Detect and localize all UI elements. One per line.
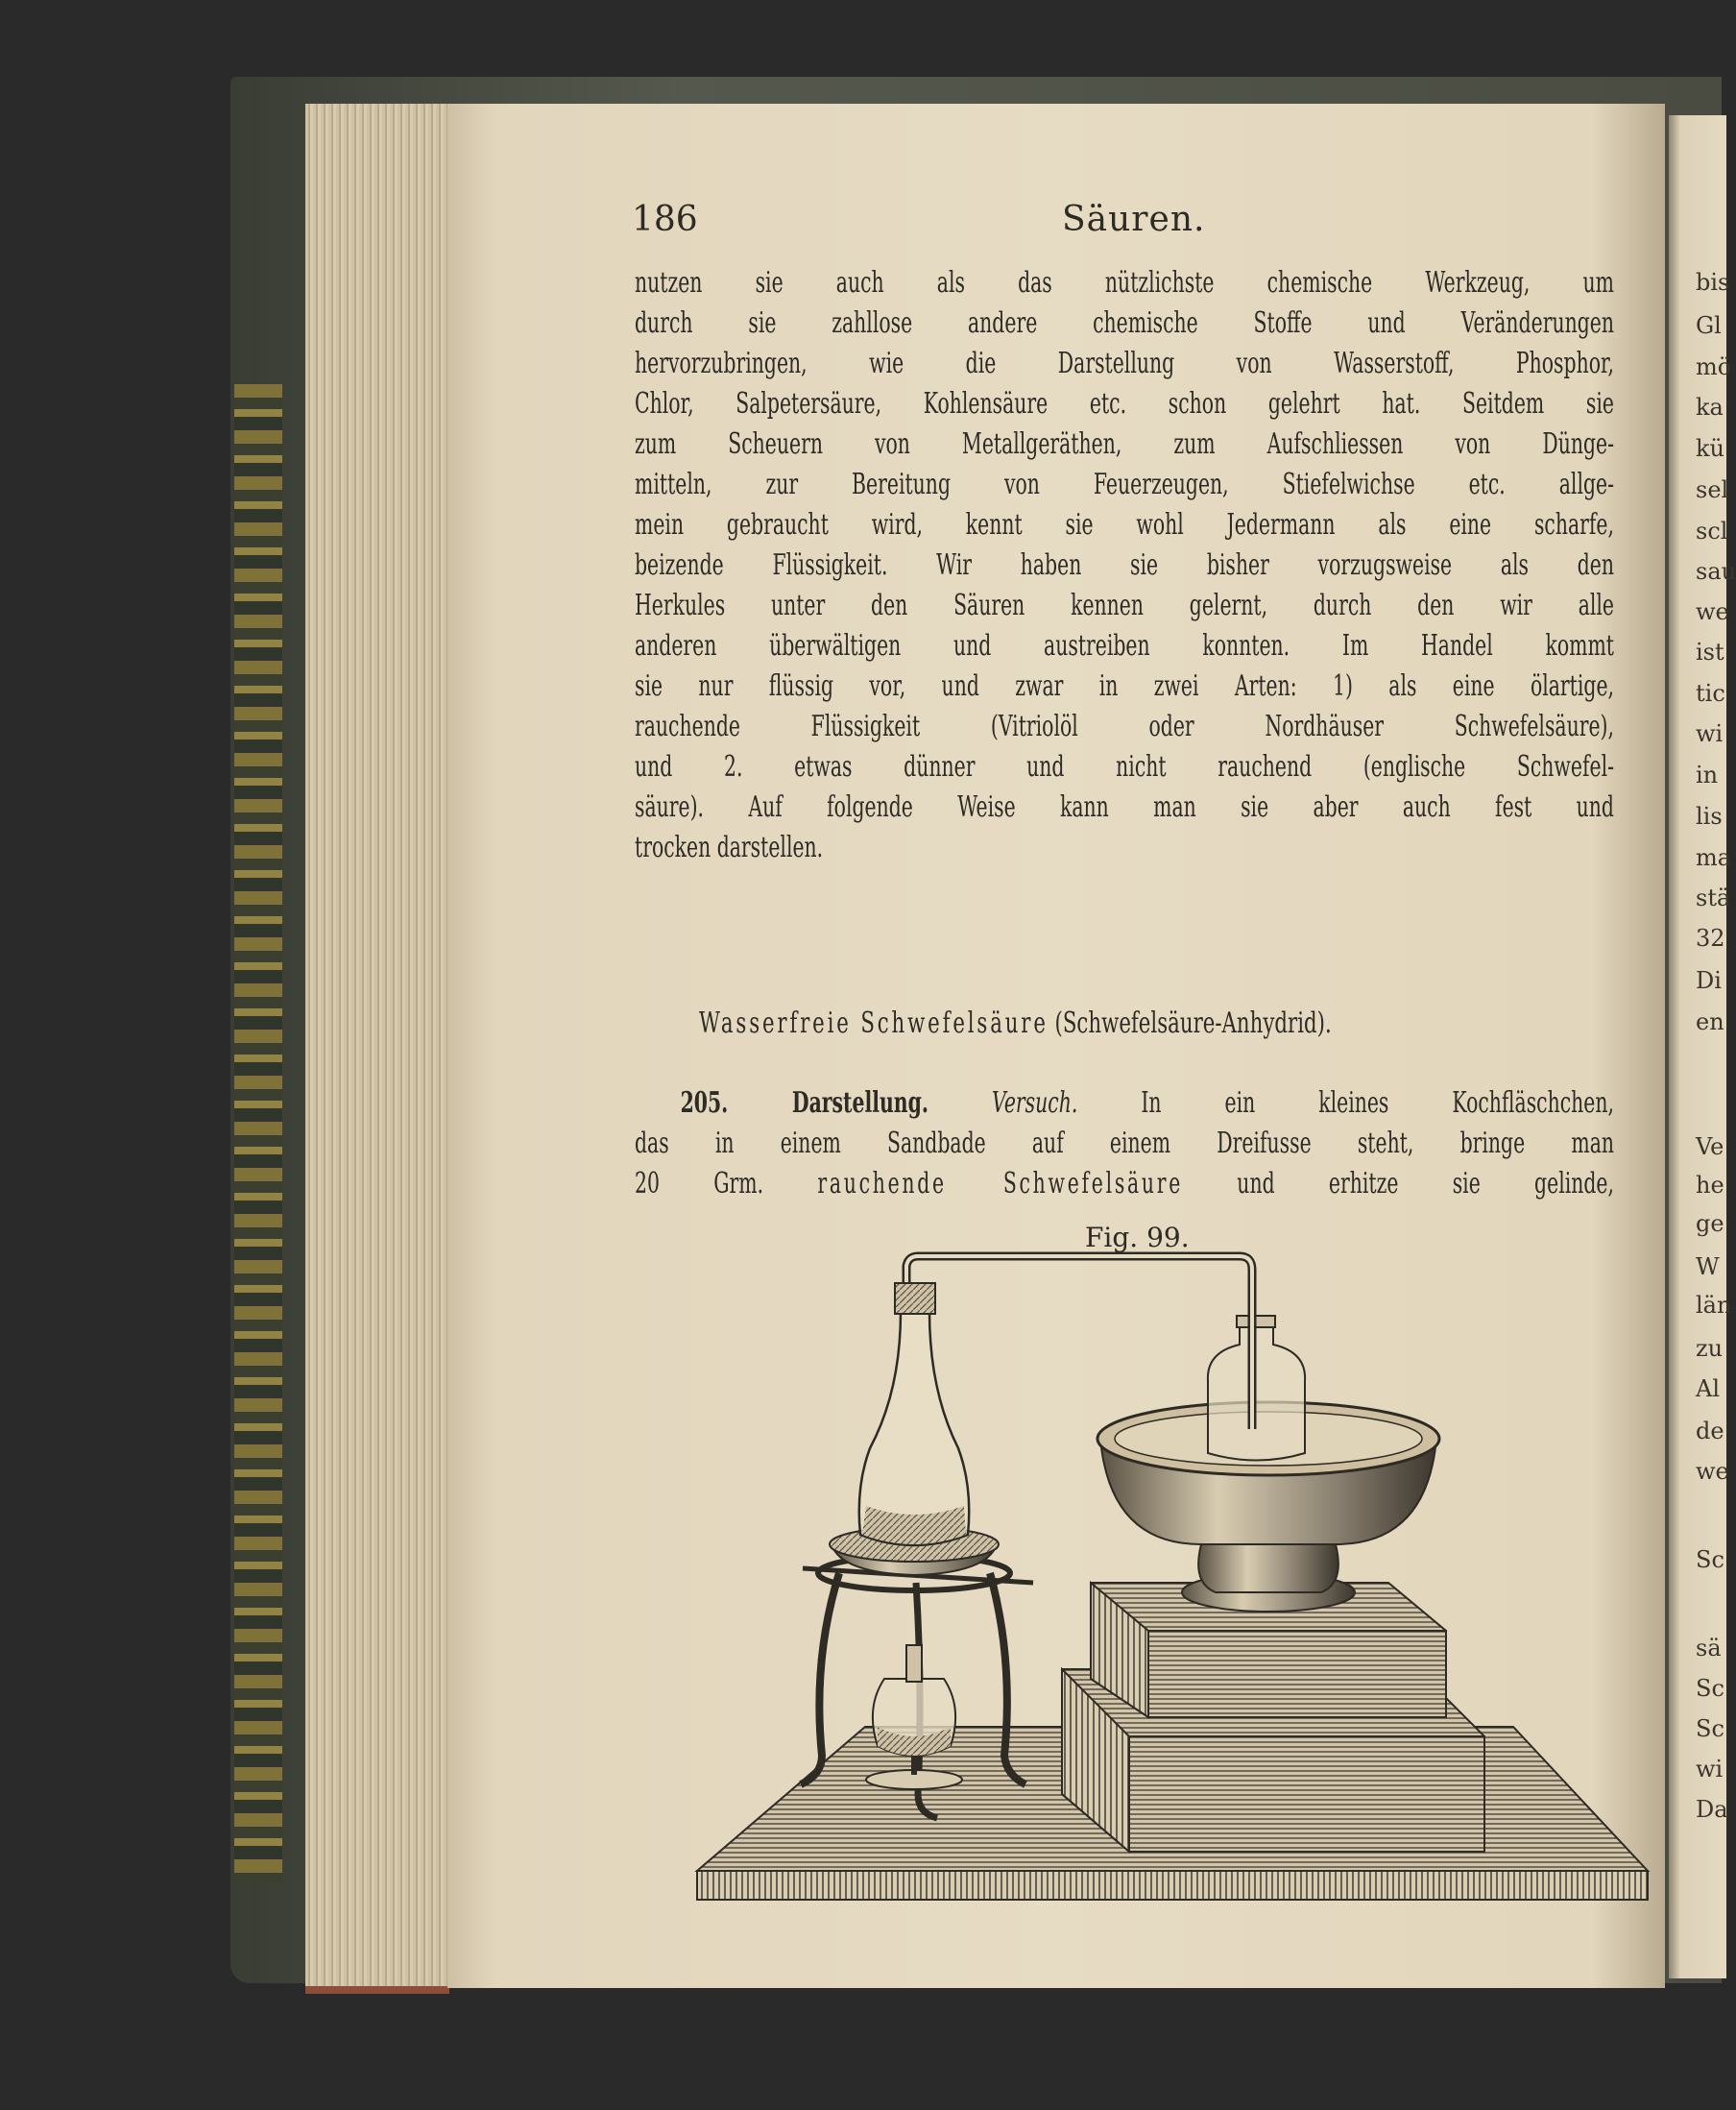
paragraph-2-line-2: das in einem Sandbade auf einem Dreifusse steht, bringe man: [635, 1127, 1614, 1160]
paragraph-2-line-3-spaced: rauchende Schwefelsäure: [817, 1167, 1184, 1201]
text-line: Herkules unter den Säuren kennen gelernt, durch den wir alle: [635, 589, 1614, 622]
facing-page-fragment: sel: [1696, 476, 1729, 503]
facing-page-fragment: W: [1696, 1253, 1720, 1280]
facing-page-fragment: kü: [1696, 435, 1724, 462]
facing-page-fragment: bis: [1696, 269, 1730, 296]
text-line: durch sie zahllose andere chemische Stoffe und Veränderungen: [635, 306, 1614, 340]
page-edges: [305, 104, 449, 1994]
facing-page-fragment: Al: [1696, 1375, 1721, 1402]
facing-page-fragment: tic: [1696, 680, 1725, 707]
facing-page-fragment: Sc: [1696, 1675, 1724, 1702]
text-line: hervorzubringen, wie die Darstellung von Wasserstoff, Phosphor,: [635, 347, 1614, 380]
facing-page-fragment: Gl: [1696, 312, 1722, 339]
flask: [859, 1283, 970, 1545]
paragraph-1: [635, 263, 1614, 868]
text-line: rauchende Flüssigkeit (Vitriolöl oder Nordhäuser Schwefelsäure),: [635, 710, 1614, 743]
facing-page-fragment: stä: [1696, 885, 1731, 911]
facing-page-fragment: scl: [1696, 518, 1728, 545]
facing-page-fragment: ma: [1696, 844, 1732, 871]
facing-page-fragment: en: [1696, 1008, 1724, 1035]
text-line: sie nur flüssig vor, und zwar in zwei Arten: 1) als eine ölartige,: [635, 669, 1614, 703]
facing-page-fragment: mö: [1696, 353, 1732, 380]
facing-page-fragment: wi: [1696, 1756, 1724, 1783]
facing-page-fragment: Di: [1696, 967, 1722, 994]
facing-page-fragment: Sc: [1696, 1546, 1724, 1573]
text-line: und 2. etwas dünner und nicht rauchend (englische Schwefel-: [635, 750, 1614, 784]
text-line: trocken darstellen.: [635, 831, 824, 864]
facing-page-fragment: ka: [1696, 394, 1724, 421]
running-title: Säuren.: [1062, 200, 1206, 239]
figure-caption: Fig. 99.: [1085, 1222, 1190, 1253]
facing-page-fragment: ist: [1696, 639, 1724, 666]
facing-page-fragment: sä: [1696, 1635, 1722, 1661]
paragraph-2-line-1: In ein kleines Kochfläschchen,: [1077, 1086, 1614, 1120]
apparatus-illustration: [678, 1256, 1648, 1948]
text-line: Chlor, Salpetersäure, Kohlensäure etc. schon gelehrt hat. Seitdem sie: [635, 387, 1614, 421]
book-page: [447, 104, 1665, 1988]
facing-page-fragment: de: [1696, 1418, 1724, 1444]
paragraph-2: [635, 1083, 1614, 1204]
facing-page-fragment: we: [1696, 1458, 1729, 1485]
paragraph-2-line-3b: und erhitze sie gelinde,: [1183, 1167, 1614, 1201]
paragraph-2-line-3a: 20 Grm.: [635, 1167, 818, 1201]
connecting-tube: [906, 1256, 1252, 1429]
spine-decoration: [234, 384, 282, 1882]
text-line: zum Scheuern von Metallgeräthen, zum Aufschliessen von Dünge-: [635, 427, 1614, 461]
text-line: nutzen sie auch als das nützlichste chemische Werkzeug, um: [635, 266, 1614, 300]
facing-page-fragment: sau: [1696, 558, 1736, 585]
facing-page: [1669, 115, 1736, 1978]
text-line: anderen überwältigen und austreiben konnten. Im Handel kommt: [635, 629, 1614, 663]
text-line: mein gebraucht wird, kennt sie wohl Jedermann als eine scharfe,: [635, 508, 1614, 542]
text-line: beizende Flüssigkeit. Wir haben sie bisher vorzugsweise als den: [635, 548, 1614, 582]
facing-page-fragment: Ve: [1696, 1133, 1724, 1160]
facing-page-fragment: län: [1696, 1292, 1732, 1319]
facing-page-fragment: wi: [1696, 720, 1724, 747]
facing-page-fragment: he: [1696, 1172, 1724, 1199]
facing-page-fragment: lis: [1696, 803, 1723, 830]
facing-page-fragment: zu: [1696, 1335, 1724, 1362]
facing-page-fragment: in: [1696, 762, 1719, 788]
section-heading: [699, 1006, 1332, 1040]
facing-page-fragment: 32: [1696, 925, 1725, 952]
section-heading-rest: (Schwefelsäure-Anhydrid).: [1048, 1006, 1332, 1040]
facing-page-fragment: ge: [1696, 1210, 1724, 1237]
paragraph-number: 205. Darstellung.: [680, 1086, 928, 1120]
paragraph-italic: Versuch.: [991, 1086, 1078, 1120]
facing-page-fragment: we: [1696, 598, 1729, 625]
text-line: mitteln, zur Bereitung von Feuerzeugen, Stiefelwichse etc. allge-: [635, 468, 1614, 501]
facing-page-fragment: Da: [1696, 1796, 1728, 1823]
section-heading-spaced: Wasserfreie Schwefelsäure: [699, 1006, 1049, 1040]
support-blocks: [1062, 1583, 1484, 1852]
facing-page-fragment: Sc: [1696, 1715, 1724, 1742]
text-line: säure). Auf folgende Weise kann man sie aber auch fest und: [635, 790, 1614, 824]
page-number: 186: [632, 200, 698, 239]
